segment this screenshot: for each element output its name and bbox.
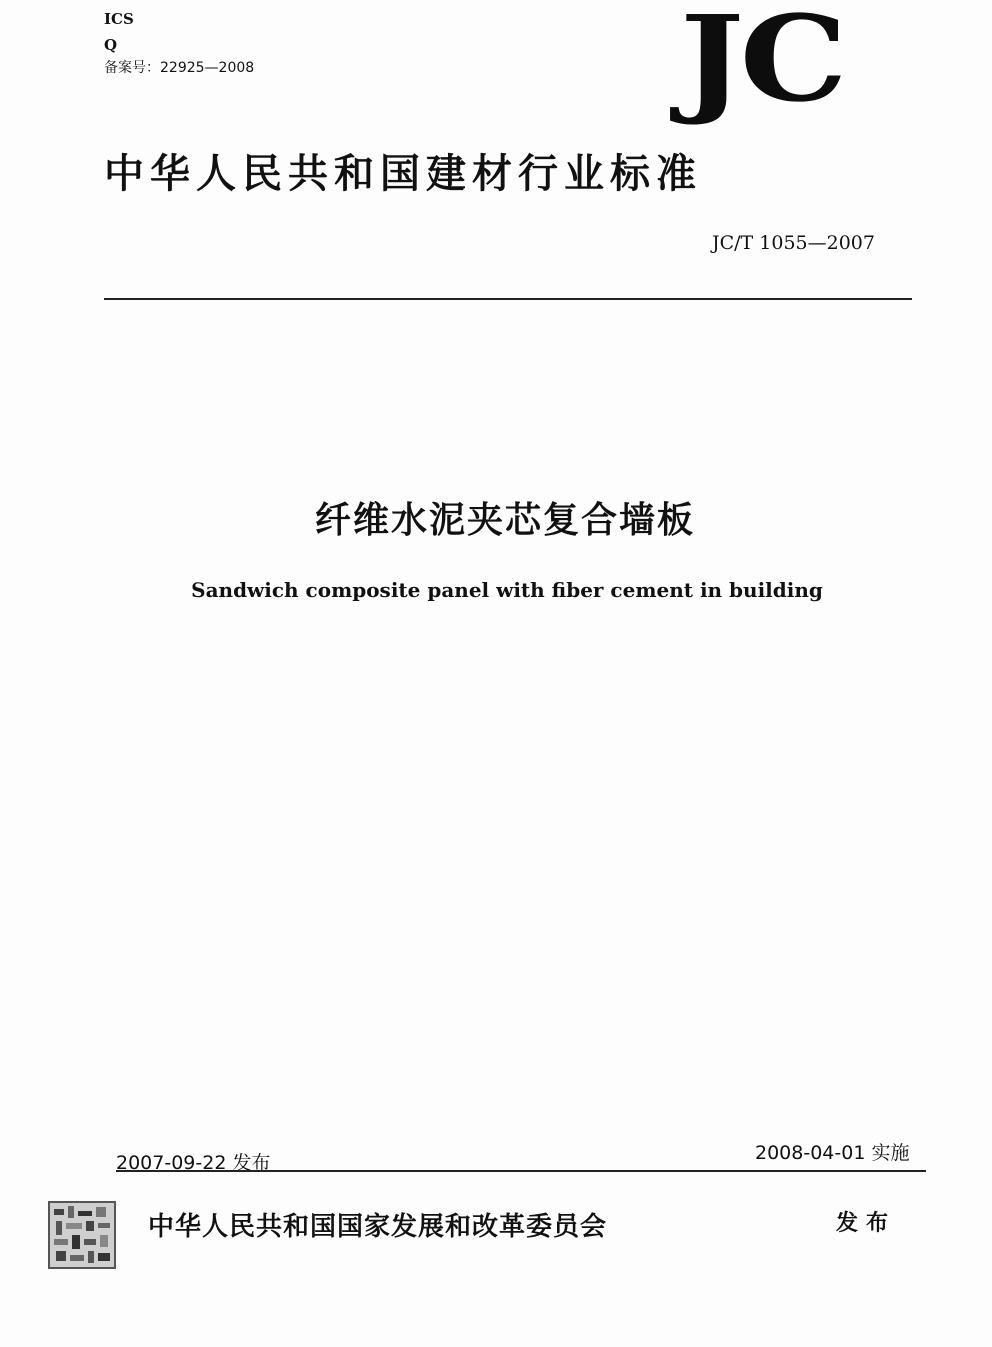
standard-category: 中华人民共和国建材行业标准 — [104, 151, 702, 197]
classification-label: Q — [104, 36, 118, 54]
jc-logo: JC — [680, 0, 844, 128]
title-english: Sandwich composite panel with fiber cement in building — [191, 578, 823, 602]
issue-date: 2007-09-22 发布 — [116, 1152, 271, 1174]
bottom-divider — [116, 1170, 926, 1172]
publisher-name: 中华人民共和国国家发展和改革委员会 — [148, 1212, 608, 1242]
standard-number: JC/T 1055—2007 — [712, 232, 875, 254]
ics-label: ICS — [104, 10, 134, 28]
title-chinese: 纤维水泥夹芯复合墙板 — [314, 500, 695, 541]
implementation-date: 2008-04-01 实施 — [755, 1142, 910, 1164]
publish-label: 发布 — [836, 1211, 897, 1236]
top-divider — [104, 298, 912, 300]
seal-stamp-icon — [48, 1201, 116, 1269]
record-number: 备案号：22925—2008 — [104, 60, 255, 76]
classification-codes — [104, 6, 134, 58]
